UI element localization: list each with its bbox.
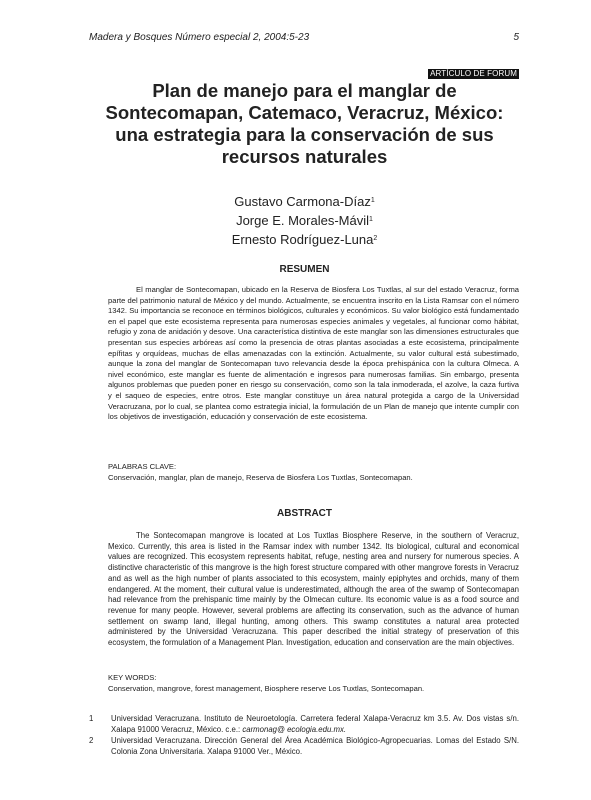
author	[90, 211, 519, 230]
footnote-number: 2	[89, 736, 94, 746]
footnote-number: 1	[89, 714, 94, 723]
abstract-keywords	[108, 673, 519, 694]
keywords-label: PALABRAS CLAVE:	[108, 462, 177, 471]
keywords-value: Conservation, mangrove, forest management, Biosphere reserve Los Tuxtlas, Sontecomapan.	[108, 683, 425, 693]
footnote	[89, 714, 519, 735]
title-line: Plan de manejo para el manglar de	[152, 80, 457, 101]
running-head	[89, 32, 519, 43]
title-line: Sontecomapan, Catemaco, Veracruz, México:	[105, 102, 504, 123]
keywords-value: Conservación, manglar, plan de manejo, Reserva de Biosfera Los Tuxtlas, Sontecomapan.	[108, 472, 413, 482]
abstract-text: The Sontecomapan mangrove is located at Los Tuxtlas Biosphere Reserve, in the southern of Veracruz, Mexico. Currently, this area is listed in the Ramsar index with number 1342. Its biological, cultural and economical values are recognized. This ecosystem represents habitat, refuge, nesting area and nursery for numerous species. A distinctive characteristic of this mangrove is the high forest structure compared with other mangrove forests in Veracruz and as well as the high number of plants associated to this ecosystem, mainly epiphytes and orchids, many of them endangered. At the moment, their cultural value is underestimated, although the area of the swamp of Sontecomapan had relevance from the prehispanic time mainly by the Olmecan culture. Its economic value is as a food source and revenue for many people. However, several problems are affecting its conservation, such as the advance of human settlement on swamp land, illegal hunting, among others. This swamp constitutes a natural area protected administered by the Universidad Veracruzana. This paper described the initial strategy of preservation of this ecosystem, the formulation of a Management Plan. Investigation, education and conservation are the main objectives.	[108, 531, 519, 648]
resumen-keywords	[108, 462, 519, 483]
resumen-heading: RESUMEN	[279, 264, 330, 275]
footnote-text	[111, 736, 519, 757]
footnote-affiliation: Universidad Veracruzana. Dirección General del Área Académica Biológico-Agropecuarias. Lomas del Estado S/N. Colonia Zona Universitaria. Xalapa 91000 Ver., México.	[111, 736, 519, 756]
footnote	[89, 736, 519, 757]
footnotes	[89, 714, 519, 758]
title-line: una estrategia para la conservación de sus	[115, 124, 494, 145]
author-name: Ernesto Rodríguez-Luna	[231, 232, 374, 247]
keywords-label: KEY WORDS:	[108, 673, 157, 682]
author-list	[90, 192, 519, 249]
footnote-affiliation: Universidad Veracruzana. Instituto de Neuroetología. Carretera federal Xalapa-Veracruz km 3.5. Av. Dos vistas s/n. Xalapa 91000 Veracruz, México. c.e.:	[111, 714, 519, 734]
author-name: Jorge E. Morales-Mávil	[236, 213, 370, 228]
author	[90, 192, 519, 211]
author-affiliation-marker: 2	[373, 235, 378, 242]
abstract-heading: ABSTRACT	[277, 508, 332, 519]
journal-citation: Madera y Bosques Número especial 2, 2004:5-23	[89, 32, 310, 43]
section-tag: ARTÍCULO DE FORUM	[430, 69, 517, 78]
author-affiliation-marker: 1	[369, 216, 373, 223]
footnote-text	[111, 714, 519, 735]
page-number: 5	[513, 32, 519, 43]
resumen-text: El manglar de Sontecomapan, ubicado en la Reserva de Biosfera Los Tuxtlas, al sur del estado Veracruz, forma parte del patrimonio natural de México y del mundo. Actualmente, se encuentra inscrito en la Lista Ramsar con el número 1342. Su importancia se reconoce en términos biológicos, culturales y económicos. Su valor biológico está fundamentado en el papel que este ecosistema representa para numerosas especies animales y vegetales, al funcionar como hábitat, refugio y zona de anidación y desove. Una característica distintiva de este manglar son las dimensiones estructurales que presentan sus especies arbóreas así como la presencia de otras plantas asociadas a este ecosistema, principalmente epífitas y orquídeas, muchas de ellas amenazadas con la extinción. Actualmente, su valor cultural está subestimado, aunque la zona del manglar de Sontecomapan tuvo relevancia desde la época prehispánica con la cultura Olmeca. A nivel económico, este manglar es fuente de alimentación e ingresos para numerosas familias. Sin embargo, presenta algunos problemas que pueden poner en riesgo su conservación, como son la tala inmoderada, el azolve, la caza furtiva y el saqueo de especies, entre otros. Este manglar constituye un área natural protegida a cargo de la Universidad Veracruzana, por lo cual, se plantea como estrategia inicial, la formulación de un Plan de manejo que intente cumplir con los objetivos de investigación, educación y conservación de este ecosistema.	[108, 285, 519, 422]
author	[90, 230, 519, 249]
footnote-email: carmonag@ ecologia.edu.mx.	[242, 724, 347, 734]
title-line: recursos naturales	[221, 146, 388, 167]
paper-title	[90, 80, 519, 168]
author-name: Gustavo Carmona-Díaz	[234, 194, 371, 209]
author-affiliation-marker: 1	[370, 197, 375, 204]
